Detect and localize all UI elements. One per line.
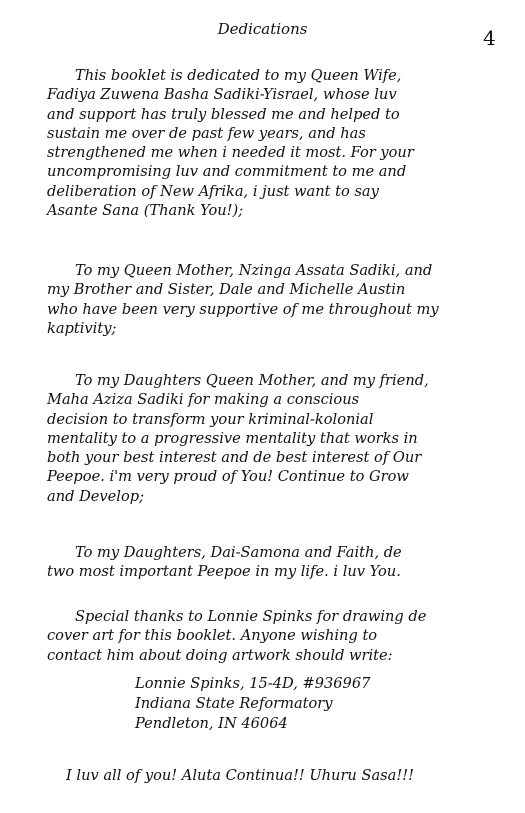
text-line: To my Queen Mother, Nzinga Assata Sadiki, and [75, 262, 433, 279]
text-line: uncompromising luv and commitment to me and [47, 163, 407, 181]
text-line: Asante Sana (Thank You!); [47, 202, 244, 220]
text-line: mentality to a progressive mentality that works in [47, 429, 418, 447]
address-line: Lonnie Spinks, 15-4D, #936967 [135, 675, 371, 692]
text-line: two most important Peepoe in my life. i luv You. [47, 563, 401, 581]
page-number: 4 [483, 26, 496, 50]
address-line: Indiana State Reformatory [135, 695, 333, 712]
text-line: kaptivity; [47, 319, 117, 337]
dedication-paragraph-mother [47, 261, 507, 338]
page-title: Dedications [217, 20, 308, 38]
address-line: Pendleton, IN 46064 [135, 715, 288, 732]
text-line: contact him about doing artwork should write: [47, 646, 393, 664]
text-line: To my Daughters Queen Mother, and my friend, [75, 372, 429, 389]
text-line: Peepoe. i'm very proud of You! Continue to Grow [47, 468, 409, 486]
dedication-paragraph-wife [47, 66, 507, 220]
dedication-paragraph-friend [47, 371, 507, 506]
text-line: deliberation of New Afrika, i just want to say [47, 182, 379, 200]
text-line: both your best interest and de best interest of Our [47, 449, 422, 467]
text-line: Fadiya Zuwena Basha Sadiki-Yisrael, whose luv [47, 86, 397, 104]
text-line: To my Daughters, Dai-Samona and Faith, de [75, 544, 402, 561]
dedication-paragraph-daughters [47, 543, 507, 582]
text-line: who have been very supportive of me throughout my [47, 300, 439, 318]
text-line: This booklet is dedicated to my Queen Wife, [75, 67, 402, 84]
text-line: Maha Aziza Sadiki for making a conscious [47, 391, 360, 409]
closing-line: I luv all of you! Aluta Continua!! Uhuru Sasa!!! [66, 767, 414, 784]
text-line: sustain me over de past few years, and has [47, 124, 366, 142]
text-line: decision to transform your kriminal-kolonial [47, 410, 374, 428]
text-line: strengthened me when i needed it most. For your [47, 144, 414, 162]
mailing-address [135, 674, 370, 734]
text-line: cover art for this booklet. Anyone wishing to [47, 627, 378, 645]
text-line: and support has truly blessed me and helped to [47, 105, 400, 123]
text-line: and Develop; [47, 487, 145, 505]
special-thanks-paragraph [47, 607, 507, 665]
text-line: Special thanks to Lonnie Spinks for drawing de [75, 608, 427, 625]
text-line: my Brother and Sister, Dale and Michelle Austin [47, 281, 406, 299]
